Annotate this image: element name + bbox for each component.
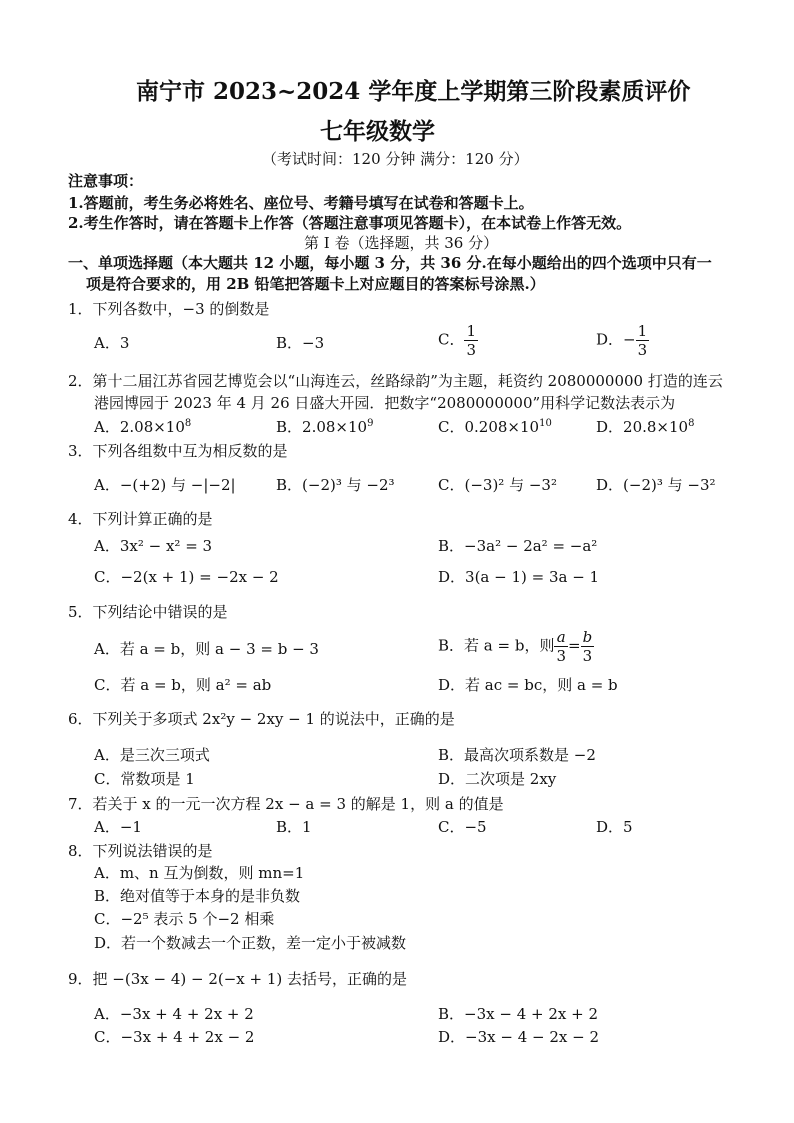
- notes-item-1: 1.答题前，考生务必将姓名、座位号、考籍号填写在试卷和答题卡上。: [68, 194, 534, 212]
- question-3-stem: 3．下列各组数中互为相反数的是: [68, 442, 288, 460]
- q5-option-b: B．若 a = b，则 $\frac{a}{3}$ = $\frac{b}{3}$: [438, 628, 593, 665]
- q8-option-a: A．m、n 互为倒数，则 mn=1: [94, 864, 305, 882]
- q2-option-d: D．$20.8\times 10^8$: [596, 418, 695, 436]
- q4-option-c: C．−2(x + 1) = −2x − 2: [94, 568, 279, 586]
- q9-option-c: C．−3x + 4 + 2x − 2: [94, 1028, 255, 1046]
- q2-option-a: A．$2.08\times 10^8$: [94, 418, 192, 436]
- q8-option-c: C．−2⁵ 表示 5 个−2 相乘: [94, 910, 275, 928]
- q2-option-b: B．$2.08\times 10^9$: [276, 418, 374, 436]
- exam-subject: 七年级数学: [320, 118, 435, 145]
- question-9-stem: 9．把 −(3x − 4) − 2(−x + 1) 去括号，正确的是: [68, 970, 408, 988]
- question-8-stem: 8．下列说法错误的是: [68, 842, 213, 860]
- q1-option-b: B．−3: [276, 334, 325, 352]
- q8-option-d: D．若一个数减去一个正数，差一定小于被减数: [94, 934, 407, 952]
- q6-option-d: D．二次项是 2xy: [438, 770, 557, 788]
- q7-option-d: D．5: [596, 818, 633, 836]
- q7-option-b: B．1: [276, 818, 312, 836]
- q1-option-d: D．− $\frac{1}{3}$: [596, 322, 648, 359]
- question-1-stem: 1．下列各数中，−3 的倒数是: [68, 300, 270, 318]
- q9-option-a: A．−3x + 4 + 2x + 2: [94, 1005, 254, 1023]
- q8-option-b: B．绝对值等于本身的是非负数: [94, 887, 301, 905]
- q6-option-a: A．是三次三项式: [94, 746, 210, 764]
- q4-option-b: B．−3a² − 2a² = −a²: [438, 537, 598, 555]
- section-heading-line2: 项是符合要求的，用 2B 铅笔把答题卡上对应题目的答案标号涂黑.）: [86, 275, 545, 293]
- q7-option-c: C．−5: [438, 818, 487, 836]
- question-4-stem: 4．下列计算正确的是: [68, 510, 213, 528]
- q2-option-c: C．$0.208\times 10^{10}$: [438, 418, 552, 436]
- q6-option-c: C．常数项是 1: [94, 770, 195, 788]
- q4-option-d: D．3(a − 1) = 3a − 1: [438, 568, 600, 586]
- q3-option-b: B．(−2)³ 与 −2³: [276, 476, 395, 494]
- q9-option-b: B．−3x − 4 + 2x + 2: [438, 1005, 598, 1023]
- q9-option-d: D．−3x − 4 − 2x − 2: [438, 1028, 600, 1046]
- exam-title: 南宁市 2023~2024 学年度上学期第三阶段素质评价: [136, 78, 691, 105]
- section-heading-line1: 一、单项选择题（本大题共 12 小题，每小题 3 分，共 36 分.在每小题给出的四个选项中只有一: [68, 254, 712, 272]
- q4-option-a: A．3x² − x² = 3: [94, 537, 213, 555]
- q6-option-b: B．最高次项系数是 −2: [438, 746, 596, 764]
- q1-option-c: C． $\frac{1}{3}$: [438, 322, 477, 359]
- q5-option-a: A．若 a = b，则 a − 3 = b − 3: [94, 640, 319, 658]
- question-2-stem-line2: 港园博园于 2023 年 4 月 26 日盛大开园．把数字“2080000000”用科学记数法表示为: [94, 394, 676, 412]
- q3-option-a: A．−(+2) 与 −|−2|: [94, 476, 236, 494]
- question-7-stem: 7．若关于 x 的一元一次方程 2x − a = 3 的解是 1，则 a 的值是: [68, 795, 504, 813]
- exam-info: （考试时间：120 分钟 满分：120 分）: [262, 150, 529, 168]
- q7-option-a: A．−1: [94, 818, 142, 836]
- q5-option-c: C．若 a = b，则 a² = ab: [94, 676, 272, 694]
- q1-option-a: A．3: [94, 334, 130, 352]
- q3-option-d: D．(−2)³ 与 −3²: [596, 476, 716, 494]
- q5-option-d: D．若 ac = bc，则 a = b: [438, 676, 618, 694]
- question-5-stem: 5．下列结论中错误的是: [68, 603, 228, 621]
- question-2-stem-line1: 2．第十二届江苏省园艺博览会以“山海连云，丝路绿韵”为主题，耗资约 2080000000 打造的连云: [68, 372, 723, 390]
- q3-option-c: C．(−3)² 与 −3²: [438, 476, 557, 494]
- question-6-stem: 6．下列关于多项式 2x²y − 2xy − 1 的说法中，正确的是: [68, 710, 455, 728]
- notes-heading: 注意事项：: [68, 172, 144, 190]
- notes-item-2: 2.考生作答时，请在答题卡上作答（答题注意事项见答题卡），在本试卷上作答无效。: [68, 214, 632, 232]
- volume-label: 第 I 卷（选择题，共 36 分）: [304, 234, 499, 252]
